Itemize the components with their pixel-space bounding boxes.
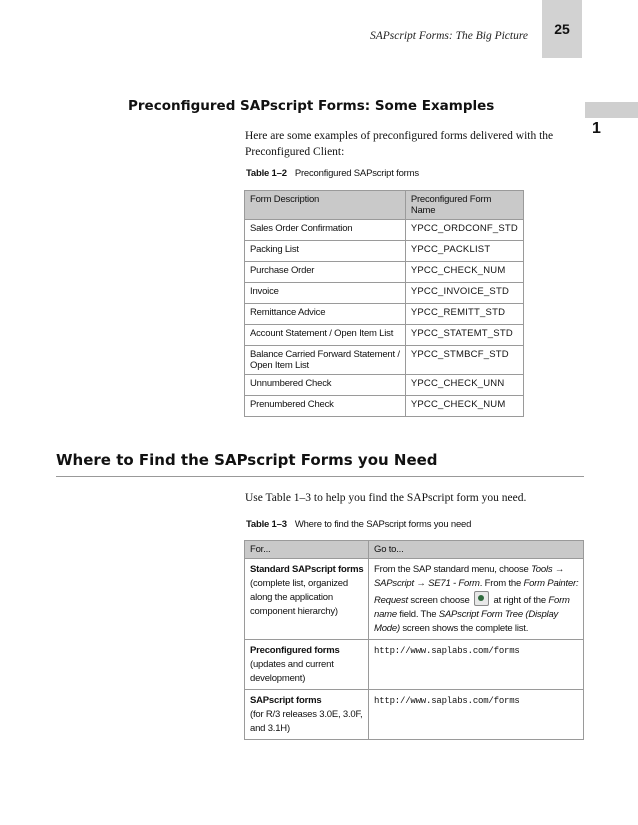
section-heading-examples: Preconfigured SAPscript Forms: Some Examples	[128, 98, 495, 114]
form-description-cell: Balance Carried Forward Statement / Open Item List	[245, 346, 406, 375]
saplabs-url[interactable]: http://www.saplabs.com/forms	[374, 646, 520, 656]
table-row	[245, 304, 524, 325]
form-name-cell: YPCC_CHECK_NUM	[405, 396, 523, 417]
table-header-row	[245, 191, 524, 220]
menu-path-sapscript: SAPscript	[374, 578, 414, 589]
menu-arrow: →	[413, 578, 429, 589]
form-description-cell: Packing List	[245, 241, 406, 262]
table-row	[245, 262, 524, 283]
table-1-3-caption-number: Table 1–3	[246, 519, 287, 530]
row-label: SAPscript forms	[250, 695, 322, 706]
table-1-2-caption	[246, 168, 419, 179]
table-row	[245, 375, 524, 396]
table-row	[245, 559, 584, 640]
where-to-find-intro-text: Use Table 1–3 to help you find the SAPscript form you need.	[245, 492, 527, 504]
table-row	[245, 220, 524, 241]
screen-name-form-tree: SAPscript Form Tree (Display Mode)	[374, 609, 559, 634]
table-row	[245, 396, 524, 417]
form-name-cell: YPCC_INVOICE_STD	[405, 283, 523, 304]
go-to-cell	[369, 690, 584, 740]
page-number: 25	[554, 21, 570, 37]
where-to-find-table	[244, 540, 584, 740]
instruction-text: screen shows the complete list.	[399, 623, 529, 634]
table-1-2-caption-text: Preconfigured SAPscript forms	[294, 168, 419, 179]
running-header-title: SAPscript Forms: The Big Picture	[370, 30, 528, 42]
instruction-text: . From the	[479, 578, 524, 589]
form-description-cell: Remittance Advice	[245, 304, 406, 325]
menu-arrow: →	[552, 564, 565, 575]
table-header-row	[245, 541, 584, 559]
form-description-cell: Account Statement / Open Item List	[245, 325, 406, 346]
instruction-text: From the SAP standard menu, choose	[374, 564, 532, 575]
screen-name-form-painter: Form Painter: Request	[374, 578, 579, 606]
table-1-2-caption-number: Table 1–2	[246, 168, 287, 179]
go-to-cell	[369, 640, 584, 690]
table-row	[245, 346, 524, 375]
row-description: (for R/3 releases 3.0E, 3.0F, and 3.1H)	[250, 709, 363, 734]
column-header-go-to: Go to...	[369, 541, 584, 559]
form-description-cell: Sales Order Confirmation	[245, 220, 406, 241]
row-description: (complete list, organized along the application component hierarchy)	[250, 578, 348, 617]
column-header-for: For...	[245, 541, 369, 559]
page-number-tab	[542, 0, 582, 58]
form-name-cell: YPCC_STMBCF_STD	[405, 346, 523, 375]
chapter-number: 1	[592, 120, 601, 137]
table-row	[245, 325, 524, 346]
column-header-form-name: Preconfigured Form Name	[405, 191, 523, 220]
section-heading-where-to-find: Where to Find the SAPscript Forms you Need	[56, 451, 438, 469]
table-row	[245, 283, 524, 304]
form-description-cell: Unnumbered Check	[245, 375, 406, 396]
form-name-cell: YPCC_CHECK_NUM	[405, 262, 523, 283]
go-to-cell	[369, 559, 584, 640]
form-description-cell: Invoice	[245, 283, 406, 304]
examples-intro-text: Here are some examples of preconfigured forms delivered with the Preconfigured Client:	[245, 130, 554, 158]
form-description-cell: Prenumbered Check	[245, 396, 406, 417]
preconfigured-forms-table	[244, 190, 524, 417]
for-cell	[245, 690, 369, 740]
instruction-text: screen choose	[407, 595, 473, 606]
table-1-3-caption-text: Where to find the SAPscript forms you need	[294, 519, 472, 530]
possible-entries-button-icon	[474, 591, 489, 606]
instruction-text: field. The	[396, 609, 439, 620]
form-name-cell: YPCC_CHECK_UNN	[405, 375, 523, 396]
form-description-cell: Purchase Order	[245, 262, 406, 283]
field-name-form-name: Form name	[374, 595, 570, 620]
row-label: Preconfigured forms	[250, 645, 340, 656]
table-row	[245, 241, 524, 262]
form-name-cell: YPCC_PACKLIST	[405, 241, 523, 262]
menu-path-tools: Tools	[531, 564, 553, 575]
section-divider	[56, 476, 584, 477]
row-label: Standard SAPscript forms	[250, 564, 364, 575]
table-1-3-caption	[246, 519, 471, 530]
table-row	[245, 690, 584, 740]
form-name-cell: YPCC_REMITT_STD	[405, 304, 523, 325]
column-header-form-description: Form Description	[245, 191, 406, 220]
table-row	[245, 640, 584, 690]
instruction-text: at right of the	[491, 595, 549, 606]
menu-path-se71: SE71 - Form	[428, 578, 480, 589]
form-name-cell: YPCC_STATEMT_STD	[405, 325, 523, 346]
chapter-tab-bar	[585, 102, 638, 118]
for-cell	[245, 640, 369, 690]
saplabs-url[interactable]: http://www.saplabs.com/forms	[374, 696, 520, 706]
for-cell	[245, 559, 369, 640]
form-name-cell: YPCC_ORDCONF_STD	[405, 220, 523, 241]
row-description: (updates and current development)	[250, 659, 334, 684]
